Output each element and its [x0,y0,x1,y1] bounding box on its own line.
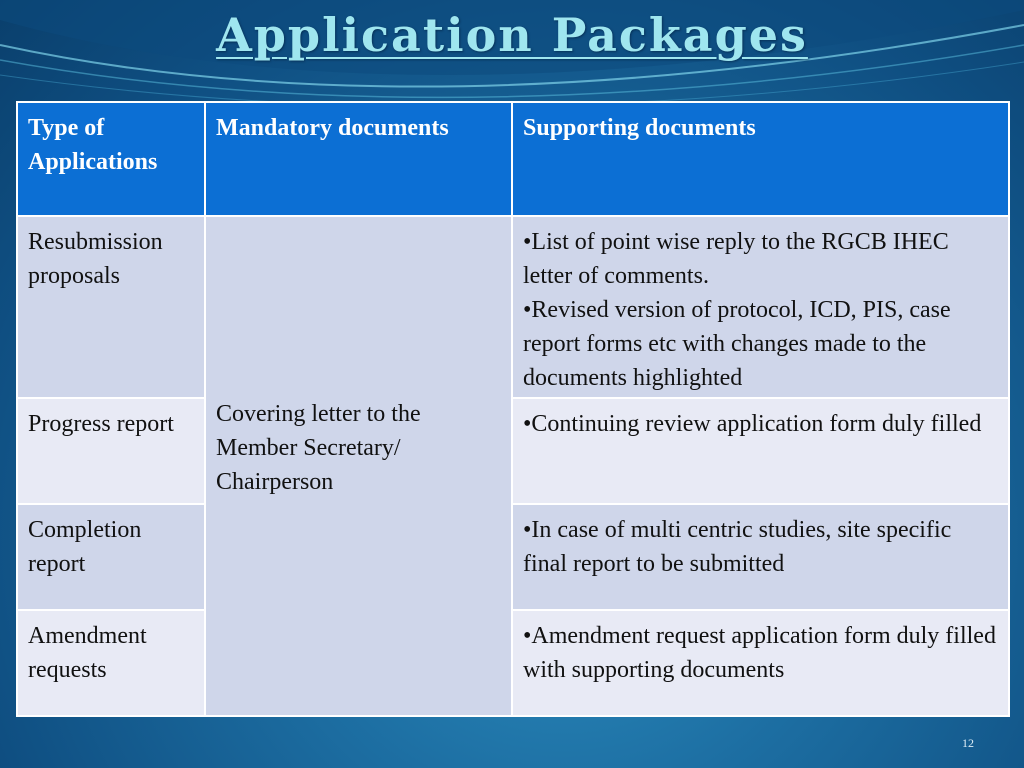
supporting-documents-cell [512,216,1009,398]
application-type-cell: Progress report [17,398,205,504]
supporting-doc-item: • Amendment request application form duly filled with supporting documents [523,619,998,687]
application-type-cell: Resubmission proposals [17,216,205,398]
mandatory-documents-cell [205,216,512,716]
supporting-documents-cell [512,504,1009,610]
supporting-doc-item: • List of point wise reply to the RGCB IHEC letter of comments. [523,225,998,293]
application-type-cell: Amendment requests [17,610,205,716]
table-row [17,504,1009,610]
supporting-doc-item: • In case of multi centric studies, site specific final report to be submitted [523,513,998,581]
supporting-documents-cell [512,398,1009,504]
header-type-of-applications: Type of Applications [17,102,205,216]
page-number: 12 [962,736,974,750]
application-type-cell: Completion report [17,504,205,610]
table-row [17,610,1009,716]
mandatory-documents-text: Covering letter to the Member Secretary/ Chairperson [216,401,421,495]
header-supporting-documents: Supporting documents [512,102,1009,216]
supporting-documents-cell [512,610,1009,716]
slide-title: Application Packages [216,8,808,62]
application-packages-table [16,101,1010,717]
supporting-doc-item: • Continuing review application form duly filled [523,407,998,441]
table-header-row [17,102,1009,216]
header-mandatory-documents: Mandatory documents [205,102,512,216]
table-row [17,216,1009,398]
table-row [17,398,1009,504]
supporting-doc-item: • Revised version of protocol, ICD, PIS, case report forms etc with changes made to the documents highlighted [523,293,998,395]
